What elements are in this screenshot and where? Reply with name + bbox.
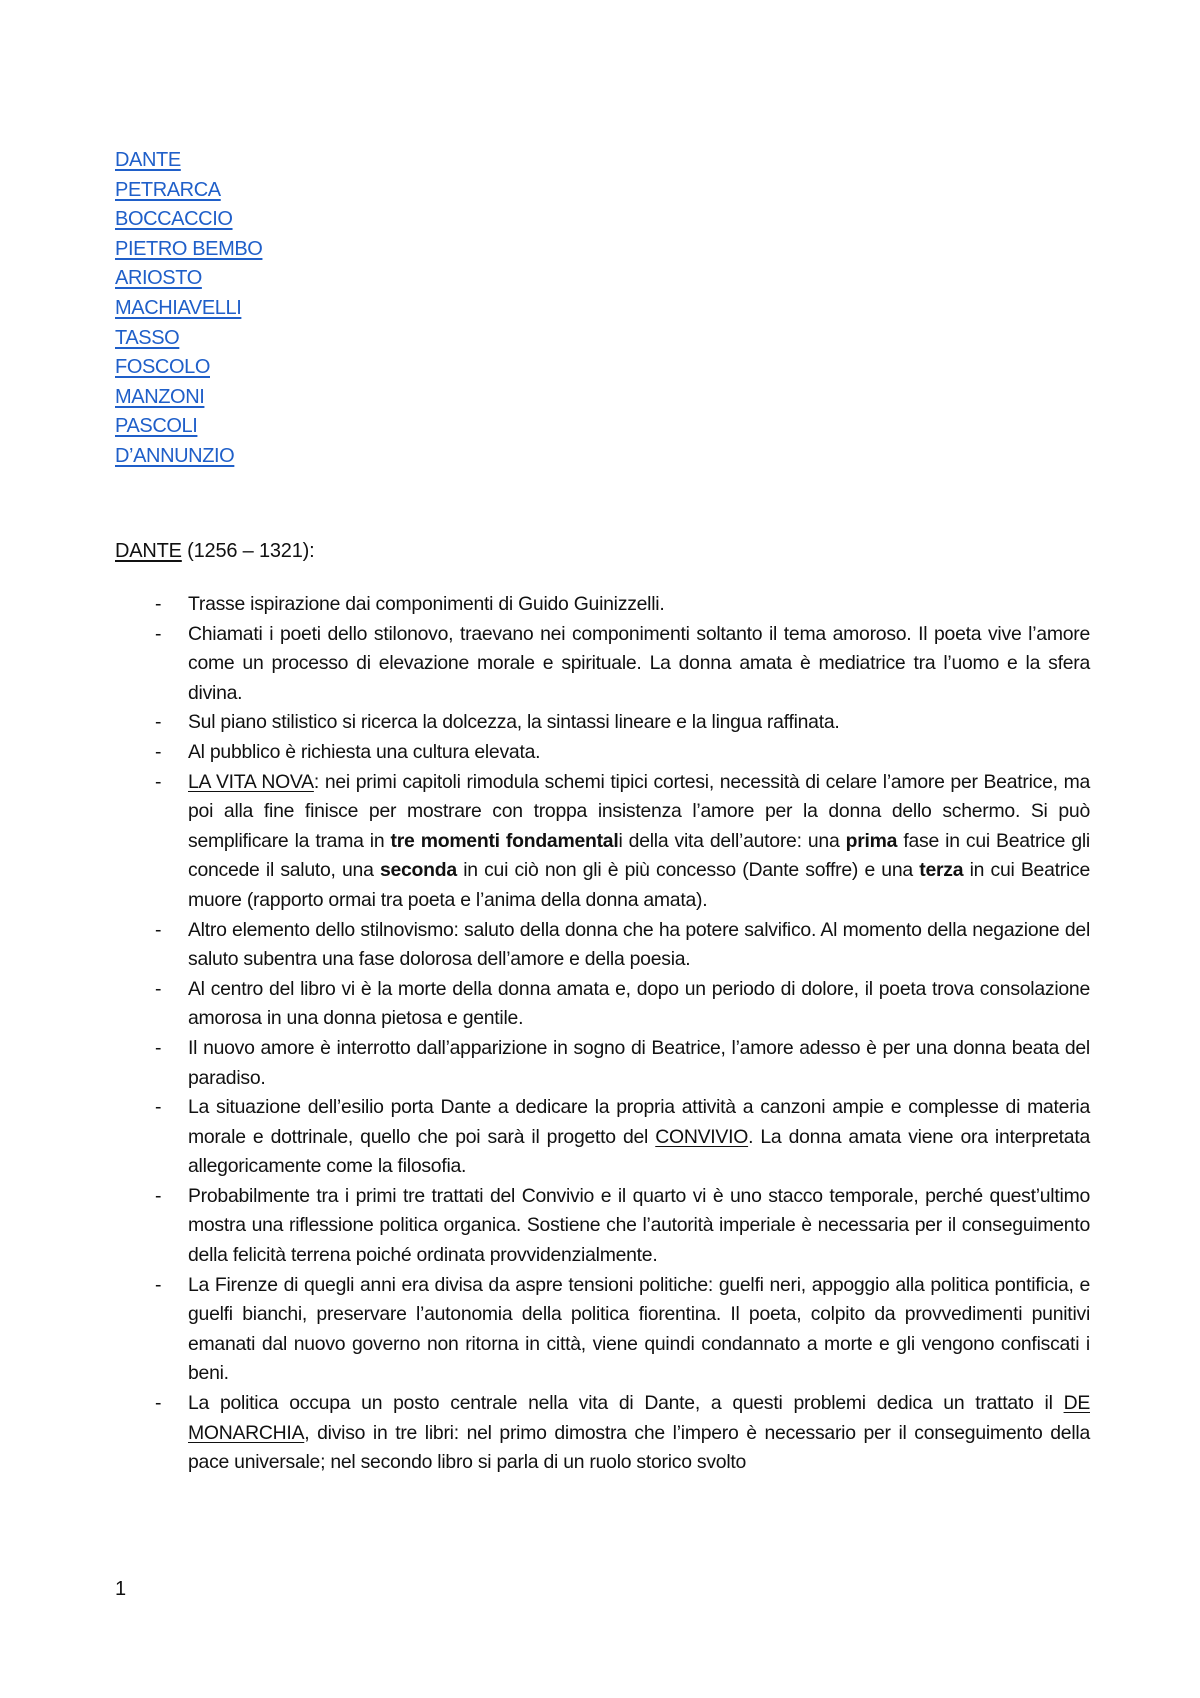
- bullet-dash: -: [155, 770, 162, 793]
- bold-text: tre momenti fondamental: [390, 829, 619, 852]
- text-run: Probabilmente tra i primi tre trattati del Convivio e il quarto vi è uno stacco temporale, perché quest’ultimo mostra una riflessione politica organica. Sostiene che l’autorità imperiale è necessaria per il conseguimento della felicità terrena poiché ordinata provvidenzialmente.: [188, 1184, 1090, 1267]
- list-item-text: [188, 1392, 1090, 1473]
- bullet-dash: -: [155, 977, 162, 1000]
- toc-link-tasso[interactable]: TASSO: [115, 326, 180, 349]
- toc-link-ariosto[interactable]: ARIOSTO: [115, 267, 202, 290]
- list-item-text: [188, 1185, 1090, 1266]
- text-run: i della vita dell’autore: una: [618, 829, 846, 852]
- list-item-text: [188, 593, 664, 615]
- text-run: fase in cui Beatrice gli concede il saluto, una: [188, 829, 1090, 882]
- toc-link-foscolo[interactable]: FOSCOLO: [115, 356, 210, 379]
- toc-item: [115, 412, 262, 442]
- underlined-title: DE MONARCHIA: [188, 1392, 1090, 1444]
- list-item: [115, 1034, 1090, 1093]
- list-item-text: [188, 1037, 1090, 1089]
- text-run: La politica occupa un posto centrale nella vita di Dante, a questi problemi dedica un trattato il: [188, 1392, 1064, 1415]
- toc-item: [115, 235, 262, 265]
- list-item-text: [188, 741, 540, 763]
- list-item-text: [188, 1274, 1090, 1385]
- list-item: [115, 1182, 1090, 1271]
- text-run: Il nuovo amore è interrotto dall’apparizione in sogno di Beatrice, l’amore adesso è per una donna beata del paradiso.: [188, 1036, 1090, 1089]
- toc-link-manzoni[interactable]: MANZONI: [115, 385, 205, 408]
- toc-item: [115, 176, 262, 206]
- text-run: in cui Beatrice muore (rapporto ormai tra poeta e l’anima della donna amata).: [188, 859, 1090, 911]
- bold-text: terza: [919, 859, 964, 882]
- toc-link-dante[interactable]: DANTE: [115, 149, 181, 171]
- list-item: [115, 975, 1090, 1034]
- list-item: [115, 620, 1090, 709]
- bullet-dash: -: [155, 918, 162, 941]
- text-run: Chiamati i poeti dello stilonovo, traevano nei componimenti soltanto il tema amoroso. Il poeta vive l’amore come un processo di elevazione morale e spirituale. La donna amata è mediatrice tra l’uomo e la sfera divina.: [188, 622, 1090, 704]
- bullet-dash: -: [155, 1184, 162, 1207]
- text-run: Altro elemento dello stilnovismo: saluto della donna che ha potere salvifico. Al momento della negazione del saluto subentra una fase dolorosa dell’amore e della poesia.: [188, 918, 1090, 971]
- bullet-dash: -: [155, 740, 162, 763]
- section-heading-dates: (1256 – 1321):: [181, 540, 315, 562]
- text-run: Al centro del libro vi è la morte della donna amata e, dopo un periodo di dolore, il poeta trova consolazione amorosa in una donna pietosa e gentile.: [188, 977, 1090, 1030]
- bullet-dash: -: [155, 1096, 162, 1119]
- list-item: [115, 1389, 1090, 1474]
- list-item: [115, 768, 1090, 916]
- text-run: Trasse ispirazione dai componimenti di Guido Guinizzelli.: [188, 593, 665, 615]
- toc-link-pascoli[interactable]: PASCOLI: [115, 415, 198, 438]
- bold-text: prima: [845, 829, 898, 852]
- list-item-text: [188, 771, 1090, 911]
- text-run: Al pubblico è richiesta una cultura elevata.: [188, 740, 541, 763]
- list-item-text: [188, 711, 840, 733]
- bullet-dash: -: [155, 1392, 162, 1415]
- list-item: [115, 738, 1090, 768]
- text-run: : nei primi capitoli rimodula schemi tipici cortesi, necessità di celare l’amore per Beatrice, ma poi alla fine finisce per mostrare con troppa insistenza l’amore per la donna dello schermo. Si può semplificare la trama in: [188, 770, 1091, 852]
- list-item-text: [188, 623, 1090, 704]
- toc-item: [115, 324, 262, 354]
- list-item: [115, 1271, 1090, 1389]
- bullet-dash: -: [155, 711, 162, 734]
- text-run: . La donna amata viene ora interpretata allegoricamente come la filosofia.: [188, 1125, 1090, 1178]
- bullet-dash: -: [155, 622, 162, 645]
- list-item: [115, 1093, 1090, 1182]
- section-heading: [115, 538, 314, 564]
- toc-link-dannunzio[interactable]: D’ANNUNZIO: [115, 444, 235, 467]
- toc-item: [115, 442, 262, 472]
- bullet-dash: -: [155, 1273, 162, 1296]
- bullet-dash: -: [155, 1036, 162, 1059]
- list-item: [115, 916, 1090, 975]
- list-item-text: [188, 919, 1090, 971]
- text-run: La Firenze di quegli anni era divisa da aspre tensioni politiche: guelfi neri, appoggio alla politica pontificia, e guelfi bianchi, preservare l’autonomia della politica fiorentina. Il poeta, colpito da provvedimenti punitivi emanati dal nuovo governo non ritorna in città, viene quindi condannato a morte e gli vengono confiscati i beni.: [188, 1273, 1090, 1385]
- toc-link-petrarca[interactable]: PETRARCA: [115, 178, 221, 201]
- bullet-list: [115, 590, 1091, 1474]
- list-item-text: [188, 978, 1090, 1030]
- toc-item: [115, 294, 262, 324]
- list-item: [115, 708, 1090, 738]
- toc-link-boccaccio[interactable]: BOCCACCIO: [115, 208, 233, 231]
- toc-link-machiavelli[interactable]: MACHIAVELLI: [115, 296, 242, 319]
- text-run: , diviso in tre libri: nel primo dimostra che l’impero è necessario per il conseguimento della pace universale; nel secondo libro si parla di un ruolo storico svolto: [188, 1421, 1090, 1474]
- list-item: [115, 590, 1090, 620]
- toc-item: [115, 353, 262, 383]
- bold-text: seconda: [379, 859, 457, 882]
- author-index: [115, 146, 262, 472]
- underlined-title: LA VITA NOVA: [188, 770, 314, 793]
- bullet-dash: -: [155, 593, 162, 615]
- text-run: Sul piano stilistico si ricerca la dolcezza, la sintassi lineare e la lingua raffinata.: [188, 711, 840, 734]
- text-run: La situazione dell’esilio porta Dante a dedicare la propria attività a canzoni ampie e complesse di materia morale e dottrinale, quello che poi sarà il progetto del: [188, 1096, 1090, 1148]
- toc-link-pietro-bembo[interactable]: PIETRO BEMBO: [115, 237, 263, 260]
- list-item-text: [188, 1096, 1090, 1177]
- text-run: in cui ciò non gli è più concesso (Dante soffre) e una: [456, 859, 920, 882]
- page-number: 1: [115, 1578, 127, 1600]
- toc-item: [115, 146, 262, 176]
- toc-item: [115, 264, 262, 294]
- toc-item: [115, 205, 262, 235]
- toc-item: [115, 383, 262, 413]
- section-heading-name: DANTE: [115, 540, 182, 562]
- underlined-title: CONVIVIO: [655, 1125, 749, 1148]
